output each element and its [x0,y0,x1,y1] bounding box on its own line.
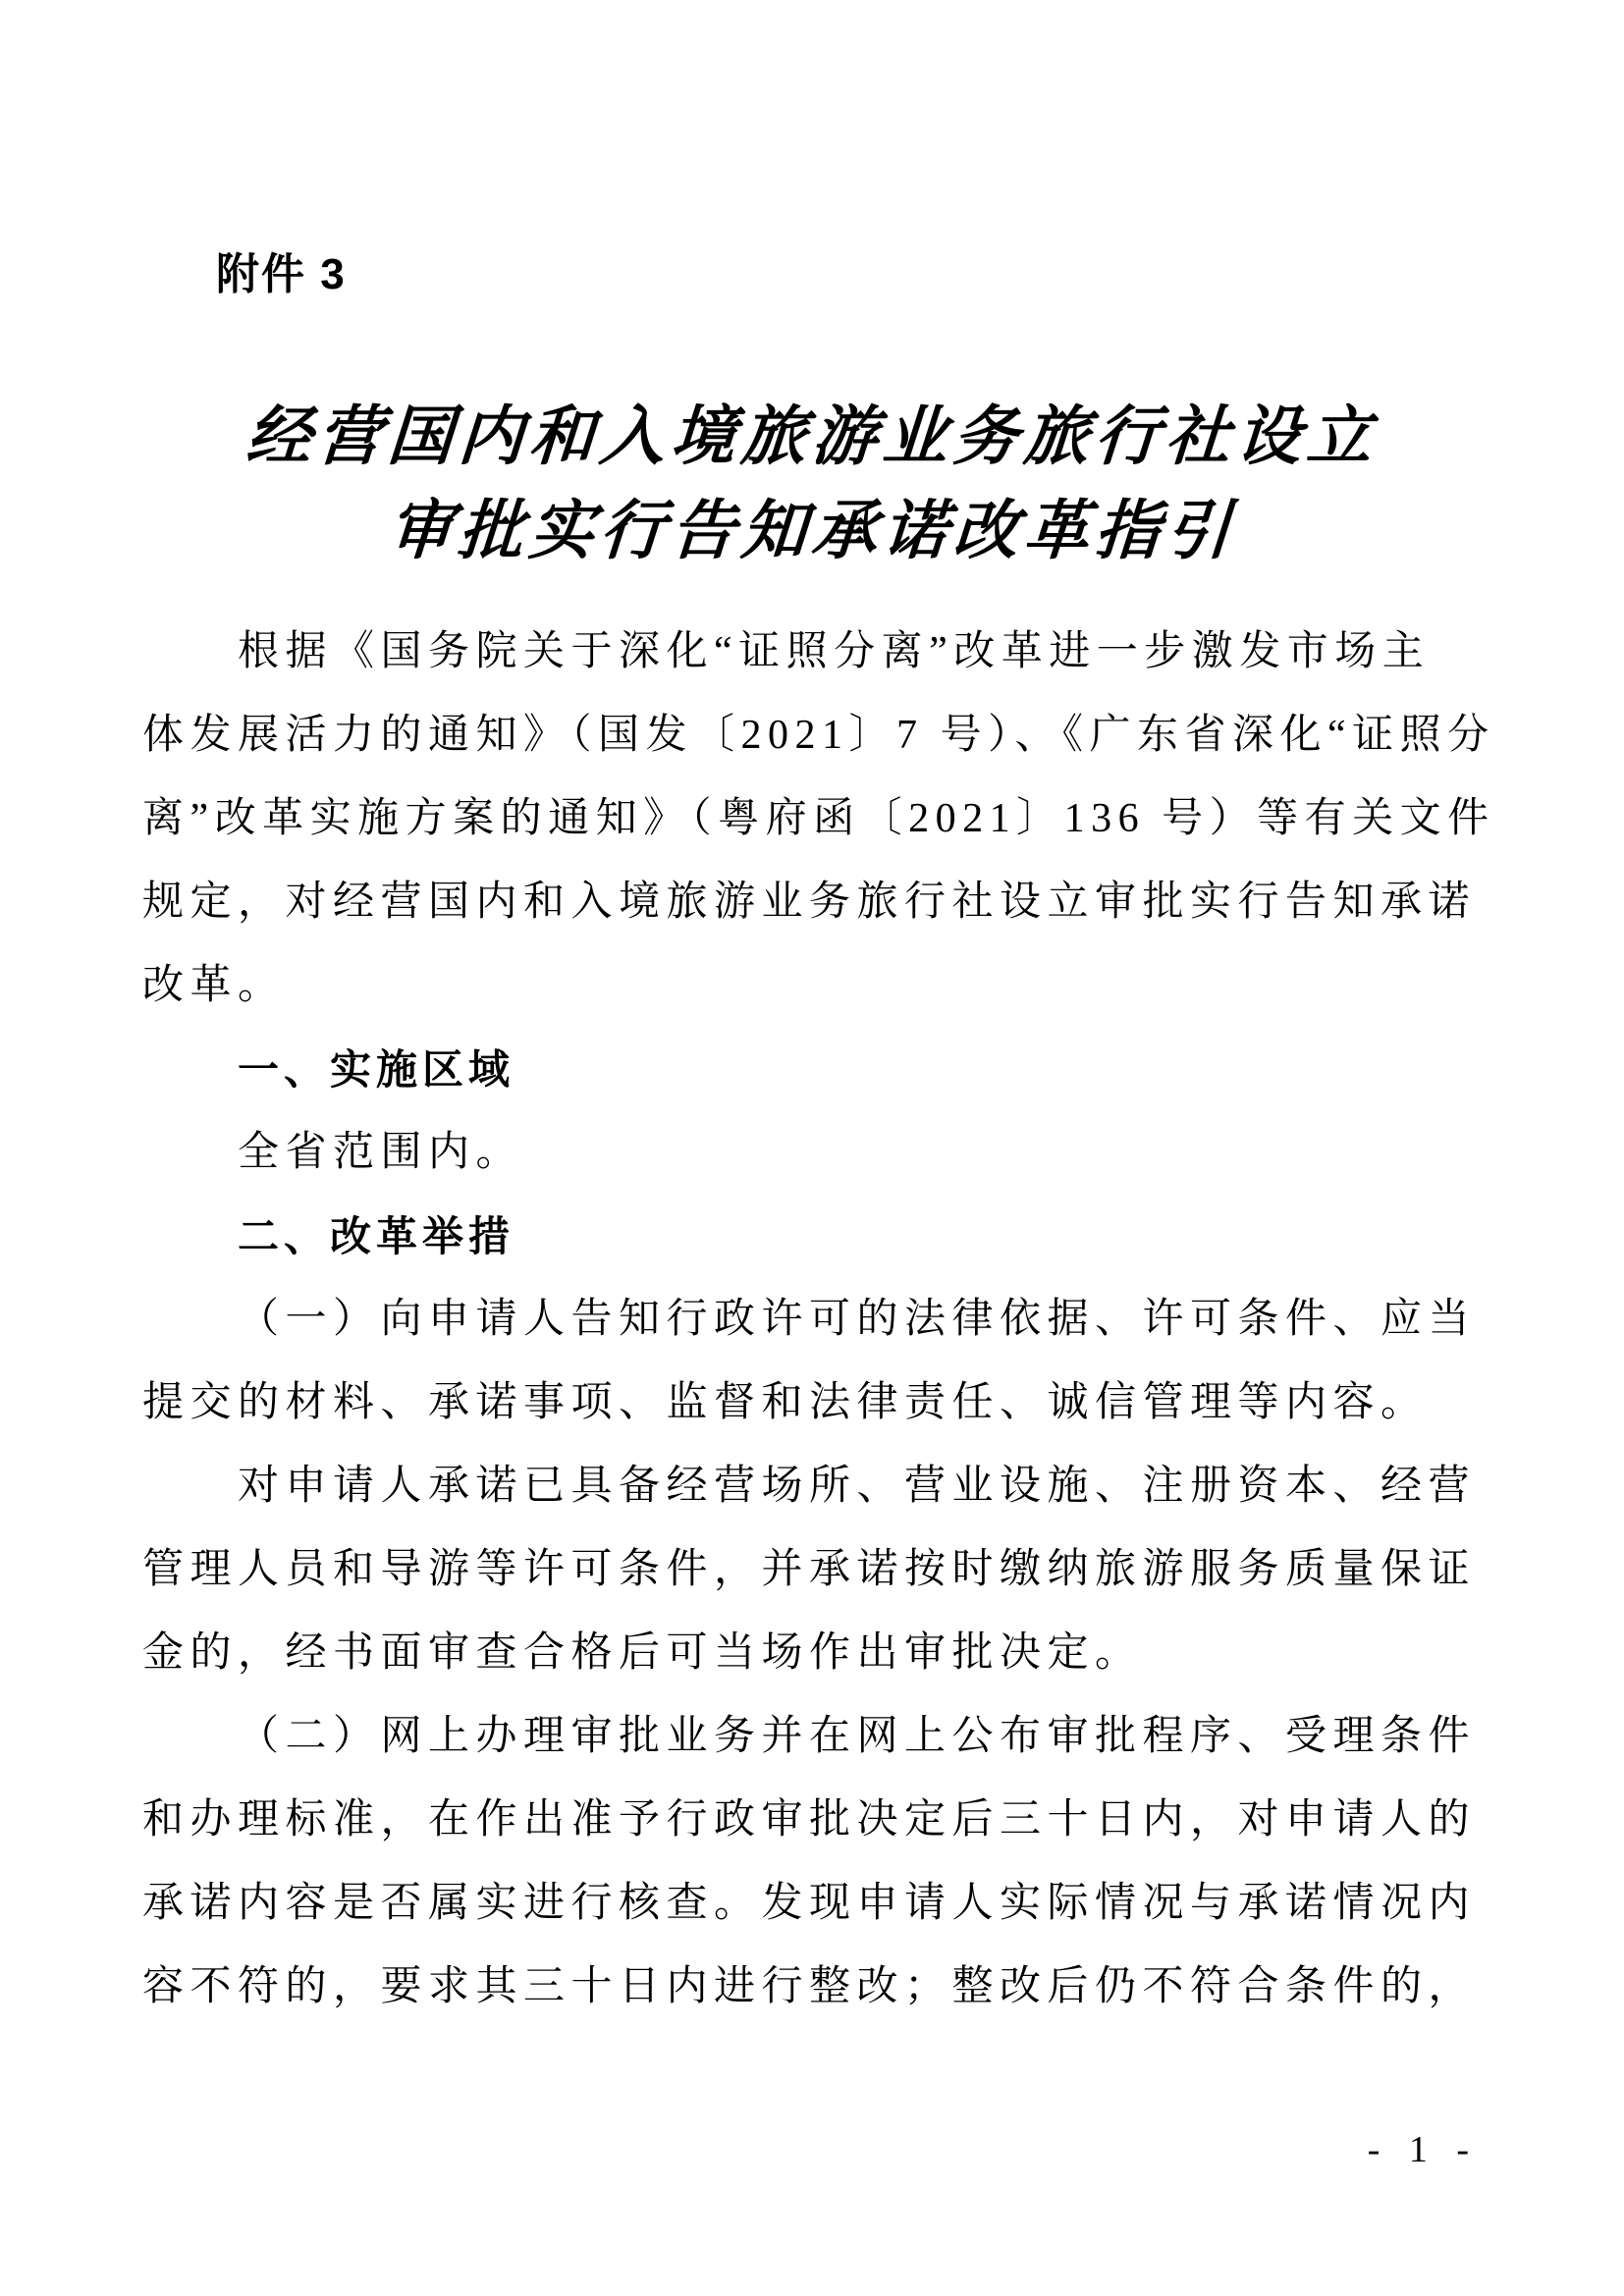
body-line: 根据《国务院关于深化“证照分离”改革进一步激发市场主 [238,629,1431,674]
document-title [0,391,1624,579]
body-line: 金的，经书面审查合格后可当场作出审批决定。 [142,1630,1143,1676]
section-heading: 一、实施区域 [238,1046,515,1093]
body-line: 全省范围内。 [238,1130,524,1175]
body-line: （一）向申请人告知行政许可的法律依据、许可条件、应当 [238,1297,1477,1342]
body-line: 和办理标准，在作出准予行政审批决定后三十日内，对申请人的 [142,1797,1477,1842]
body-line: 提交的材料、承诺事项、监督和法律责任、诚信管理等内容。 [142,1380,1429,1425]
body-line: 管理人员和导游等许可条件，并承诺按时缴纳旅游服务质量保证 [142,1547,1477,1592]
body-line: 规定，对经营国内和入境旅游业务旅行社设立审批实行告知承诺 [142,880,1477,925]
section-heading: 二、改革举措 [238,1213,515,1259]
body-line: （二）网上办理审批业务并在网上公布审批程序、受理条件 [238,1714,1477,1759]
document-title-line-2: 审批实行告知承诺改革指引 [385,496,1239,567]
body-line: 改革。 [142,963,286,1008]
body-line: 体发展活力的通知》（国发〔2021〕7 号）、《广东省深化“证照分 [142,713,1495,758]
body-line: 对申请人承诺已具备经营场所、营业设施、注册资本、经营 [238,1464,1477,1509]
body-line: 承诺内容是否属实进行核查。发现申请人实际情况与承诺情况内 [142,1881,1477,1926]
body-line: 离”改革实施方案的通知》（粤府函〔2021〕136 号）等有关文件 [142,796,1495,841]
document-title-line-1: 经营国内和入境旅游业务旅行社设立 [244,401,1380,473]
body-line: 容不符的，要求其三十日内进行整改；整改后仍不符合条件的， [142,1964,1477,2009]
attachment-label: 附件 3 [216,250,347,298]
document-body [142,611,1495,2029]
page-number: - 1 - [1367,2129,1479,2170]
